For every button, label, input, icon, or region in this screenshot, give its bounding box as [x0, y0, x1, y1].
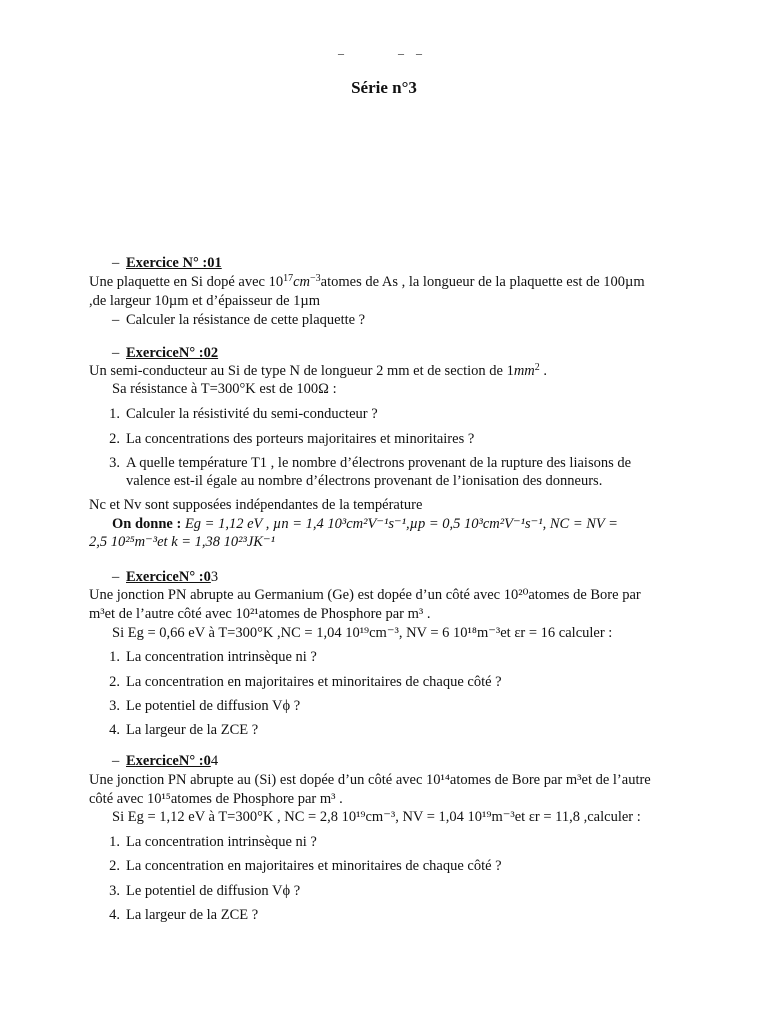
- exercise-2-given-1: On donne : Eg = 1,12 eV , µn = 1,4 10³cm²V⁻¹s⁻¹,µp = 0,5 10³cm²V⁻¹s⁻¹, NC = NV =: [112, 516, 618, 532]
- exercise-2-given-2: 2,5 10²⁵m⁻³et k = 1,38 10²³JK⁻¹: [89, 534, 275, 550]
- header-dash: –: [398, 46, 404, 60]
- exercise-3-line-3: Si Eg = 0,66 eV à T=300°K ,NC = 1,04 10¹⁹cm⁻³, NV = 6 10¹⁸m⁻³et εr = 16 calculer :: [112, 625, 613, 641]
- exercise-1-title: Exercice N° :01: [126, 255, 222, 271]
- exercise-1-line-1: Une plaquette en Si dopé avec $10^{17}cm^{-3}atomes$ de As , la longueur de la plaquette est de 100µm: [89, 273, 645, 290]
- exercise-2-note: Nc et Nv sont supposées indépendantes de la température: [89, 497, 423, 513]
- exercise-1-heading: – Exercice N° :01: [112, 255, 222, 271]
- exercise-4-line-1: Une jonction PN abrupte au (Si) est dopée d’un côté avec 10¹⁴atomes de Bore par m³et de l’autre: [89, 772, 651, 788]
- exercise-4-heading: – ExerciceN° :04: [112, 753, 219, 769]
- header-dashes: [0, 44, 768, 60]
- exercise-2-title: ExerciceN° :02: [126, 345, 219, 361]
- exercise-2-heading: – ExerciceN° :02: [112, 345, 219, 361]
- exercise-2-line-2: Sa résistance à T=300°K est de 100Ω :: [112, 381, 337, 397]
- header-dash: –: [416, 46, 422, 60]
- exercise-1-task: – Calculer la résistance de cette plaquette ?: [112, 312, 366, 328]
- exercise-4-line-3: Si Eg = 1,12 eV à T=300°K , NC = 2,8 10¹⁹cm⁻³, NV = 1,04 10¹⁹m⁻³et εr = 11,8 ,calculer :: [112, 809, 641, 825]
- page-title: Série n°3: [351, 78, 417, 97]
- exercise-2-line-1: Un semi-conducteur au Si de type N de longueur 2 mm et de section de $1mm^2$ .: [89, 362, 548, 379]
- header-dash: –: [338, 46, 344, 60]
- exercise-3-title: ExerciceN° :0: [126, 569, 211, 585]
- exercise-1-line-2: ,de largeur 10µm et d’épaisseur de 1µm: [89, 293, 321, 309]
- exercise-4-title: ExerciceN° :0: [126, 753, 211, 769]
- exercise-3-line-2: m³et de l’autre côté avec 10²¹atomes de Phosphore par m³ .: [89, 606, 431, 622]
- exercise-3-heading: – ExerciceN° :03: [112, 569, 219, 585]
- exercise-4-line-2: côté avec 10¹⁵atomes de Phosphore par m³ .: [89, 791, 343, 807]
- exercise-3-line-1: Une jonction PN abrupte au Germanium (Ge) est dopée d’un côté avec 10²⁰atomes de Bore par: [89, 587, 641, 603]
